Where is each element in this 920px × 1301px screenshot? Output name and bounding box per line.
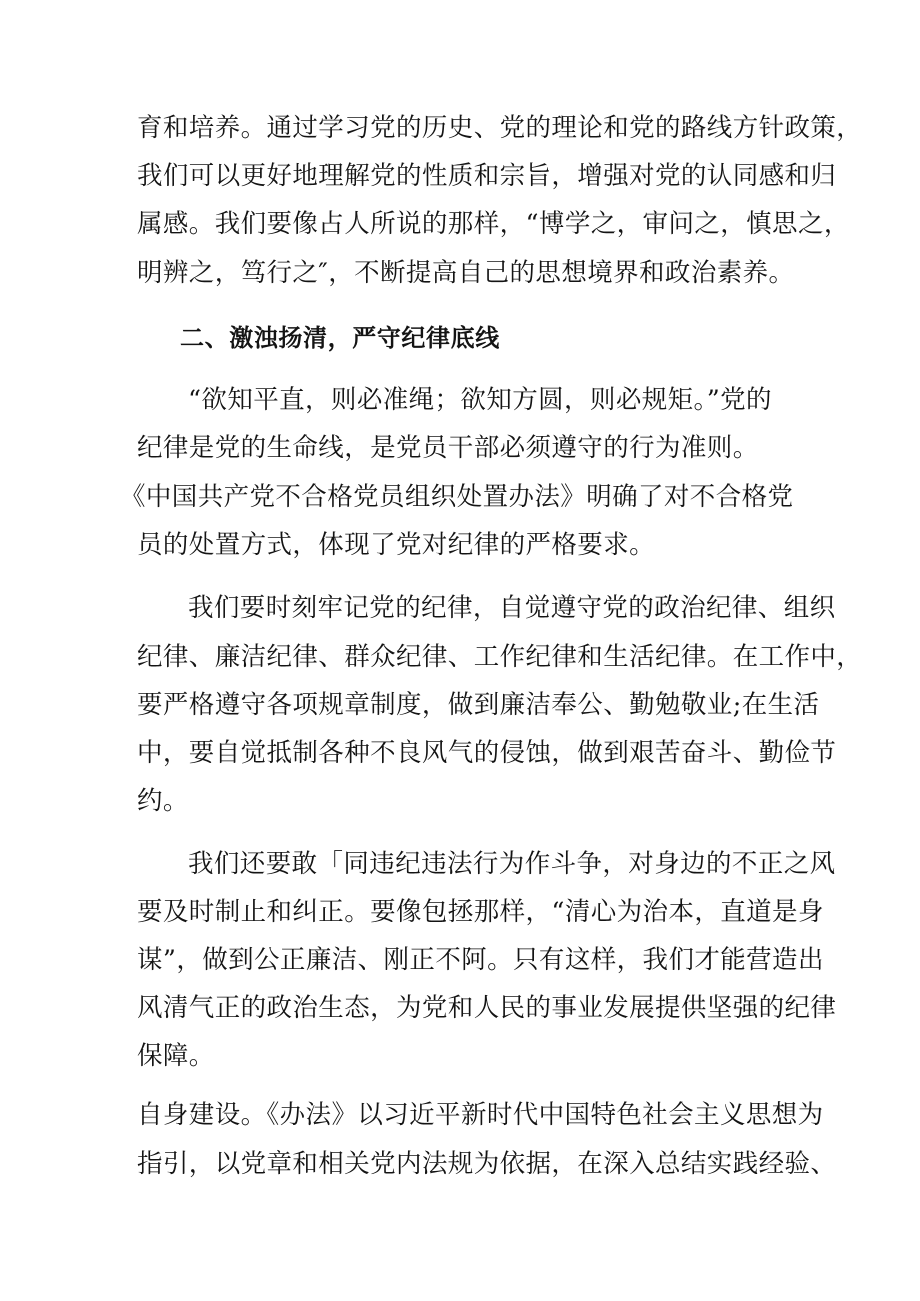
paragraph-line: 要严格遵守各项规章制度，做到廉洁奉公、勤勉敬业;在生活 [137, 690, 820, 720]
paragraph-line: 我们要时刻牢记党的纪律，自觉遵守党的政治纪律、组织 [188, 593, 836, 623]
paragraph-line: 我们可以更好地理解党的性质和宗旨，增强对党的认同感和归 [137, 161, 837, 191]
paragraph-line: 属感。我们要像占人所说的那样，“博学之，审问之，慎思之， [137, 209, 850, 239]
paragraph-line: 要及时制止和纠正。要像包拯那样，“清心为治本，直道是身 [137, 897, 824, 927]
paragraph-line: 纪律是党的生命线，是党员干部必须遵守的行为准则。 [137, 433, 759, 463]
paragraph-line: 纪律、廉洁纪律、群众纪律、工作纪律和生活纪律。在工作中， [137, 642, 863, 672]
paragraph-line: 风清气正的政治生态，为党和人民的事业发展提供坚强的纪律 [137, 993, 837, 1023]
paragraph-line: 保障。 [137, 1041, 215, 1071]
paragraph-line: 谋”，做到公正廉洁、刚正不阿。只有这样，我们才能营造出 [137, 945, 824, 975]
paragraph-line: 《中国共产党不合格党员组织处置办法》明确了对不合格党 [120, 482, 794, 512]
paragraph-line: 指引，以党章和相关党内法规为依据，在深入总结实践经验、 [137, 1149, 837, 1179]
paragraph-line: 员的处置方式，体现了党对纪律的严格要求。 [137, 530, 656, 560]
paragraph-line: 自身建设。《办法》以习近平新时代中国特色社会主义思想为 [137, 1100, 824, 1130]
paragraph-line: “欲知平直，则必准绳；欲知方圆，则必规矩。”党的 [188, 385, 772, 415]
section-heading: 二、激浊扬清，严守纪律底线 [180, 324, 500, 352]
paragraph-line: 约。 [137, 786, 189, 816]
paragraph-line: 明辨之，笃行之″，不断提高自己的思想境界和政治素养。 [137, 258, 795, 288]
paragraph-line: 我们还要敢「同违纪违法行为作斗争，对身边的不正之风 [188, 849, 836, 879]
paragraph-line: 中，要自觉抵制各种不良风气的侵蚀，做到艰苦奋斗、勤俭节 [137, 738, 837, 768]
paragraph-line: 育和培养。通过学习党的历史、党的理论和党的路线方针政策， [137, 113, 863, 143]
